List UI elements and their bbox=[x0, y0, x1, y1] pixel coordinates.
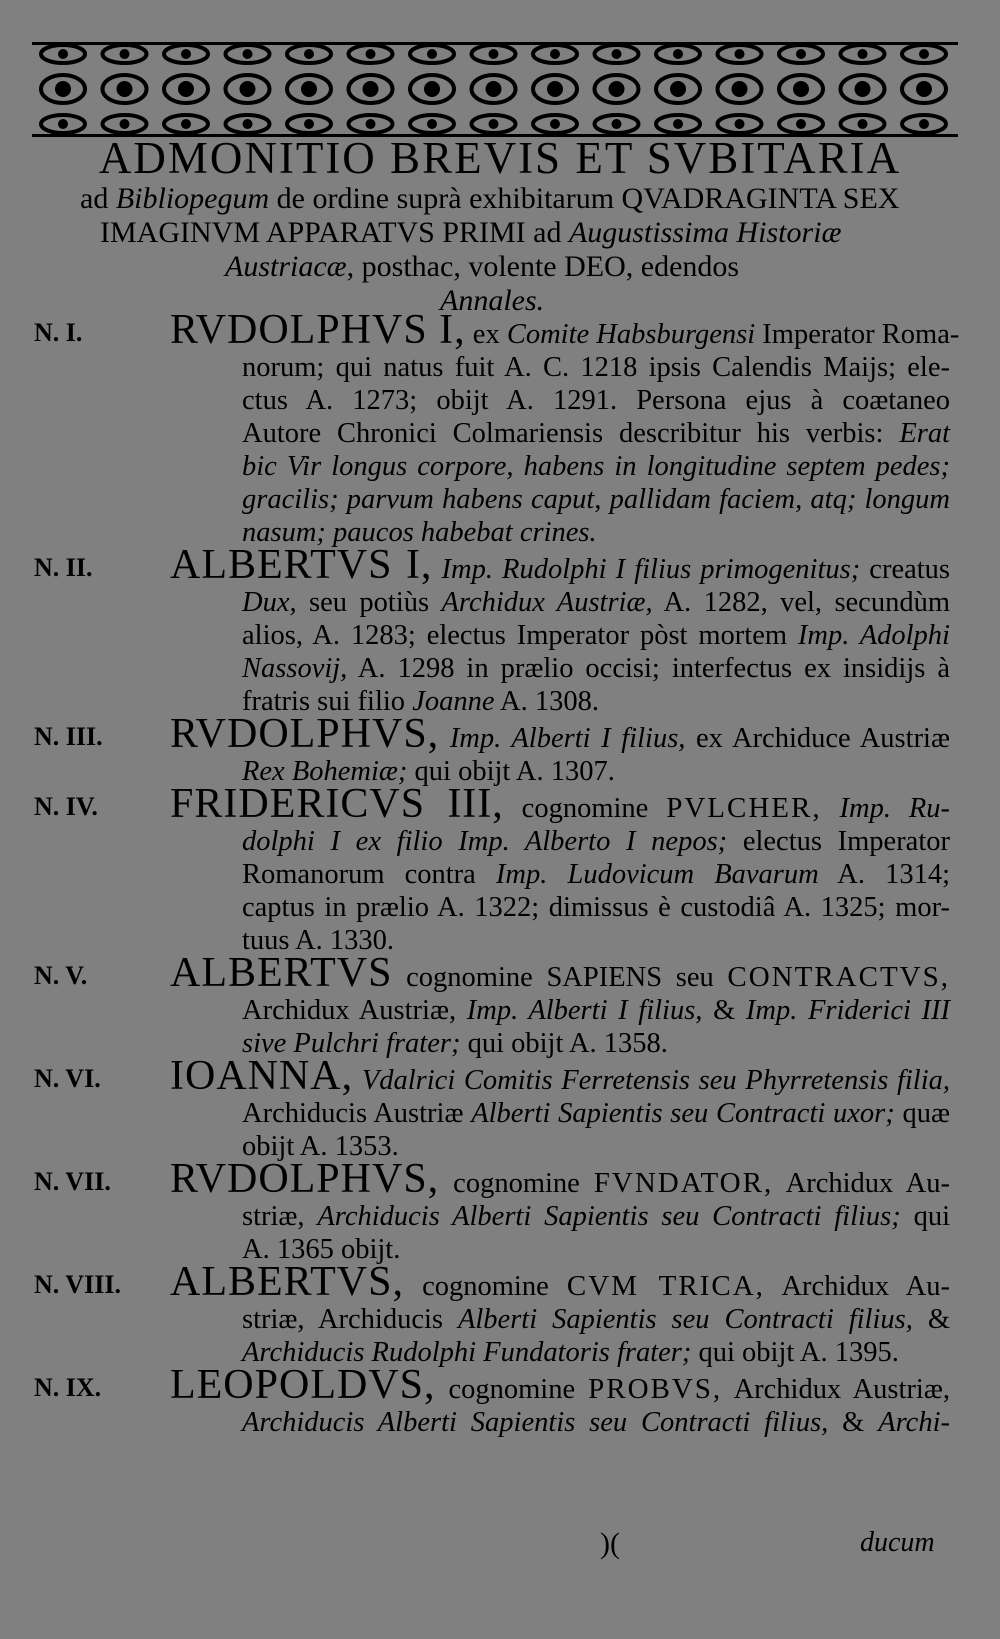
ornament-dot bbox=[245, 51, 251, 57]
entry-body bbox=[170, 1259, 951, 1369]
italic-text: Joanne bbox=[412, 686, 495, 717]
intro-line bbox=[40, 250, 955, 284]
intro-paragraph bbox=[40, 182, 955, 318]
name-heading: IOANNA, bbox=[170, 1053, 354, 1099]
ornament-dot bbox=[491, 51, 497, 57]
name-heading: RVDOLPHVS, bbox=[170, 1156, 440, 1202]
name-heading: ALBERTVS I, bbox=[170, 542, 433, 588]
text: qui obijt A. 1358. bbox=[460, 1028, 668, 1059]
ornament-dot bbox=[798, 121, 804, 127]
ornamental-header-band bbox=[32, 42, 958, 137]
ornament-dot bbox=[672, 83, 684, 95]
text: Archidux Au- bbox=[764, 1271, 950, 1302]
text: Archidux Au- bbox=[773, 1168, 950, 1199]
text: A. 1314; bbox=[818, 859, 950, 890]
ornament-dot bbox=[798, 51, 804, 57]
ornament-dot bbox=[60, 121, 66, 127]
italic-text: dolphi I ex filio Imp. Alberto I nepos; bbox=[242, 826, 728, 857]
text bbox=[353, 1065, 362, 1096]
entry-line bbox=[242, 417, 950, 450]
text: qui obijt A. 1395. bbox=[691, 1337, 899, 1368]
entry bbox=[0, 781, 1000, 957]
entry-number: N. V. bbox=[34, 961, 88, 990]
text: striæ, bbox=[242, 1201, 318, 1232]
signature-mark: )( bbox=[600, 1527, 620, 1560]
ornament-dot bbox=[737, 121, 743, 127]
entry-line bbox=[170, 1156, 950, 1202]
entry-line bbox=[170, 307, 960, 353]
entry-line bbox=[242, 1097, 950, 1130]
ornament-dot bbox=[180, 83, 192, 95]
text: CONTRACTVS, bbox=[727, 961, 950, 993]
ornament-dot bbox=[921, 121, 927, 127]
entry-line bbox=[170, 950, 950, 996]
text: creatus bbox=[860, 554, 951, 585]
entry bbox=[0, 950, 1000, 1060]
entry bbox=[0, 711, 1000, 788]
text: electus Imperator bbox=[727, 826, 950, 857]
italic-text: Archi- bbox=[878, 1407, 950, 1438]
text: ex Archiduce Austriæ bbox=[685, 723, 950, 754]
ornament-dot bbox=[60, 51, 66, 57]
italic-text: Imp. Alberti I filius, bbox=[466, 995, 703, 1026]
text: A. 1282, vel, secundùm bbox=[652, 587, 951, 618]
ornament-dot bbox=[614, 51, 620, 57]
entry bbox=[0, 1053, 1000, 1163]
italic-text: Alberti Sapientis seu Contracti filius, bbox=[457, 1304, 913, 1335]
ornament-dot bbox=[549, 83, 561, 95]
ornament-dot bbox=[303, 83, 315, 95]
entry-line bbox=[242, 483, 950, 516]
text: striæ, Archiducis bbox=[242, 1304, 458, 1335]
text: A. 1308. bbox=[494, 686, 600, 717]
intro-line bbox=[40, 182, 955, 216]
entry bbox=[0, 1156, 1000, 1266]
intro-line: Annales. bbox=[440, 284, 545, 317]
text: Autore Chronici Colmariensis describitur his verbis: bbox=[242, 418, 900, 449]
text: CVM TRICA, bbox=[566, 1270, 765, 1302]
entry-body bbox=[170, 542, 951, 718]
text: Archiducis Austriæ bbox=[242, 1098, 472, 1129]
entry-line bbox=[242, 652, 950, 685]
italic-text: sive Pulchri frater; bbox=[242, 1028, 461, 1059]
ornament-dot bbox=[429, 51, 435, 57]
italic-text: Archiducis Alberti Sapientis seu Contracti filius, bbox=[242, 1407, 829, 1438]
ornament-dot bbox=[675, 121, 681, 127]
ornament-dot bbox=[242, 83, 254, 95]
italic-text: Archidux Austriæ, bbox=[441, 587, 653, 618]
entry-number: N. I. bbox=[34, 318, 83, 347]
ornament-dot bbox=[857, 83, 869, 95]
entry-number: N. VIII. bbox=[34, 1270, 121, 1299]
ornament-dot bbox=[122, 121, 128, 127]
intro-line bbox=[40, 216, 955, 250]
italic-text: Vdalrici Comitis Ferretensis seu Phyrretensis filia, bbox=[361, 1065, 951, 1096]
ornament-dot bbox=[675, 51, 681, 57]
intro-text: ad bbox=[80, 182, 116, 215]
intro-text: , posthac, volente DEO, edendos bbox=[346, 250, 740, 283]
entry-number: N. IX. bbox=[34, 1373, 102, 1402]
text: Romanorum contra bbox=[242, 859, 496, 890]
name-heading: LEOPOLDVS, bbox=[170, 1362, 436, 1408]
entry-line bbox=[242, 351, 950, 384]
italic-text: Imp. Alberti I filius, bbox=[449, 723, 686, 754]
ornament-dot bbox=[426, 83, 438, 95]
ornament-dot bbox=[611, 83, 623, 95]
text: ex bbox=[465, 319, 507, 350]
text: fratris sui filio bbox=[242, 686, 413, 717]
text: cognomine bbox=[439, 1168, 594, 1199]
entry-number: N. II. bbox=[34, 553, 93, 582]
entry-number: N. VI. bbox=[34, 1064, 101, 1093]
ornament-dot bbox=[183, 51, 189, 57]
text: cognomine bbox=[435, 1374, 589, 1405]
text: PROBVS, bbox=[588, 1373, 723, 1405]
intro-text-italic: Austriacæ bbox=[225, 250, 347, 283]
text: cognomine bbox=[404, 1271, 567, 1302]
italic-text: Imp. Ru- bbox=[839, 793, 951, 824]
ornament-dot bbox=[614, 121, 620, 127]
italic-text: nasum; paucos habebat crines. bbox=[242, 517, 597, 548]
italic-text: Rex Bohemiæ; bbox=[242, 756, 408, 787]
ornament-dot bbox=[365, 83, 377, 95]
entry-body bbox=[170, 950, 951, 1060]
italic-text: Erat bbox=[899, 418, 950, 449]
text: Archidux Austriæ, bbox=[242, 995, 467, 1026]
intro-text: de ordine suprà exhibitarum QVADRAGINTA SEX bbox=[269, 182, 900, 215]
text: captus in prælio A. 1322; dimissus è custodiâ A. 1325; mor- bbox=[242, 892, 950, 923]
entry-body bbox=[170, 1156, 950, 1266]
italic-text: gracilis; parvum habens caput, pallidam faciem, atq; longum bbox=[242, 484, 950, 515]
text bbox=[439, 723, 450, 754]
page-title: ADMONITIO BREVIS ET SVBITARIA bbox=[98, 133, 902, 183]
text: Archidux Austriæ, bbox=[722, 1374, 950, 1405]
text: seu potiùs bbox=[296, 587, 442, 618]
ornament-dot bbox=[860, 51, 866, 57]
entry-list bbox=[0, 307, 1000, 1439]
ornament-dot bbox=[734, 83, 746, 95]
text: ctus A. 1273; obijt A. 1291. Persona ejus à coætaneo bbox=[242, 385, 950, 416]
text bbox=[822, 793, 840, 824]
entry-line bbox=[170, 1362, 950, 1408]
entry-line bbox=[170, 1053, 951, 1099]
text: qui bbox=[900, 1201, 950, 1232]
italic-text: Comite Habsburgensi bbox=[506, 319, 756, 350]
text: A. 1365 obijt. bbox=[242, 1234, 401, 1265]
entry-body bbox=[170, 1053, 951, 1163]
entry-line bbox=[242, 1200, 950, 1233]
italic-text: Archiducis Rudolphi Fundatoris frater; bbox=[242, 1337, 692, 1368]
text: FVNDATOR, bbox=[593, 1167, 774, 1199]
entry-line bbox=[170, 1259, 950, 1305]
entry-line bbox=[242, 891, 950, 924]
text bbox=[432, 554, 441, 585]
ornament-dot bbox=[57, 83, 69, 95]
ornament-dot bbox=[122, 51, 128, 57]
ornament-dot bbox=[245, 121, 251, 127]
intro-text-italic: Bibliopegum bbox=[115, 182, 270, 215]
italic-text: Dux, bbox=[242, 587, 297, 618]
entry-line bbox=[170, 711, 950, 757]
catchword: ducum bbox=[860, 1527, 935, 1558]
ornament-dot bbox=[795, 83, 807, 95]
text: tuus A. 1330. bbox=[242, 925, 395, 956]
text: A. 1298 in prælio occisi; interfectus ex insidijs à bbox=[347, 653, 950, 684]
ornament-dot bbox=[306, 121, 312, 127]
entry-line bbox=[242, 586, 950, 619]
name-heading: RVDOLPHVS I, bbox=[170, 307, 466, 353]
ornament-dot bbox=[183, 121, 189, 127]
italic-text: Nassovij, bbox=[242, 653, 348, 684]
ornament-dot bbox=[918, 83, 930, 95]
name-heading: RVDOLPHVS, bbox=[170, 711, 440, 757]
entry-body bbox=[170, 781, 951, 957]
text: alios, A. 1283; electus Imperator pòst mortem bbox=[242, 620, 798, 651]
intro-text: IMAGINVM APPARATVS PRIMI ad bbox=[100, 216, 569, 249]
ornament-dot bbox=[488, 83, 500, 95]
ornament-dot bbox=[552, 121, 558, 127]
italic-text: Imp. Adolphi bbox=[797, 620, 950, 651]
italic-text: Imp. Rudolphi I filius primogenitus; bbox=[441, 554, 861, 585]
ornament-dot bbox=[737, 51, 743, 57]
text: Imperator Roma- bbox=[755, 319, 960, 350]
text: cognomine bbox=[503, 793, 667, 824]
entry-line bbox=[242, 994, 950, 1027]
entry-line bbox=[242, 1406, 950, 1439]
entry-number: N. VII. bbox=[34, 1167, 111, 1196]
entry-line bbox=[242, 619, 950, 652]
text: quæ bbox=[894, 1098, 950, 1129]
entry-line bbox=[242, 825, 950, 858]
ornament-dot bbox=[552, 51, 558, 57]
entry bbox=[0, 307, 1000, 549]
name-heading: ALBERTVS bbox=[170, 950, 393, 996]
italic-text: Imp. Friderici III bbox=[745, 995, 951, 1026]
entry-line bbox=[170, 542, 951, 588]
intro-text-italic: Augustissima Historiæ bbox=[568, 216, 842, 249]
entry bbox=[0, 542, 1000, 718]
italic-text: Archiducis Alberti Sapientis seu Contracti filius; bbox=[317, 1201, 901, 1232]
text: norum; qui natus fuit A. C. 1218 ipsis Calendis Maijs; ele- bbox=[242, 352, 950, 383]
text: qui obijt A. 1307. bbox=[407, 756, 615, 787]
text: & bbox=[828, 1407, 879, 1438]
italic-text: Imp. Ludovicum Bavarum bbox=[495, 859, 819, 890]
italic-text: Alberti Sapientis seu Contracti uxor; bbox=[471, 1098, 895, 1129]
text: obijt A. 1353. bbox=[242, 1131, 399, 1162]
entry-body bbox=[170, 1362, 950, 1439]
text: & bbox=[702, 995, 746, 1026]
entry bbox=[0, 1259, 1000, 1369]
text: cognomine SAPIENS seu bbox=[392, 962, 728, 993]
text: PVLCHER, bbox=[666, 792, 822, 824]
ornament-dot bbox=[860, 121, 866, 127]
entry-number: N. III. bbox=[34, 722, 103, 751]
entry-number: N. IV. bbox=[34, 792, 98, 821]
ornament-dot bbox=[921, 51, 927, 57]
entry-line bbox=[242, 384, 950, 417]
entry-line bbox=[242, 858, 950, 891]
name-heading: FRIDERICVS III, bbox=[170, 781, 504, 827]
italic-text: bic Vir longus corpore, habens in longitudine septem pedes; bbox=[242, 451, 950, 482]
ornament-dot bbox=[429, 121, 435, 127]
ornament-dot bbox=[306, 51, 312, 57]
ornament-dot bbox=[368, 121, 374, 127]
entry-line bbox=[242, 450, 950, 483]
ornament-dot bbox=[368, 51, 374, 57]
entry-body bbox=[170, 307, 960, 549]
ornament-dot bbox=[491, 121, 497, 127]
entry-line bbox=[242, 1303, 950, 1336]
text: & bbox=[912, 1304, 951, 1335]
ornament-dot bbox=[119, 83, 131, 95]
entry-line bbox=[170, 781, 951, 827]
name-heading: ALBERTVS, bbox=[170, 1259, 404, 1305]
entry bbox=[0, 1362, 1000, 1439]
entry-body bbox=[170, 711, 950, 788]
